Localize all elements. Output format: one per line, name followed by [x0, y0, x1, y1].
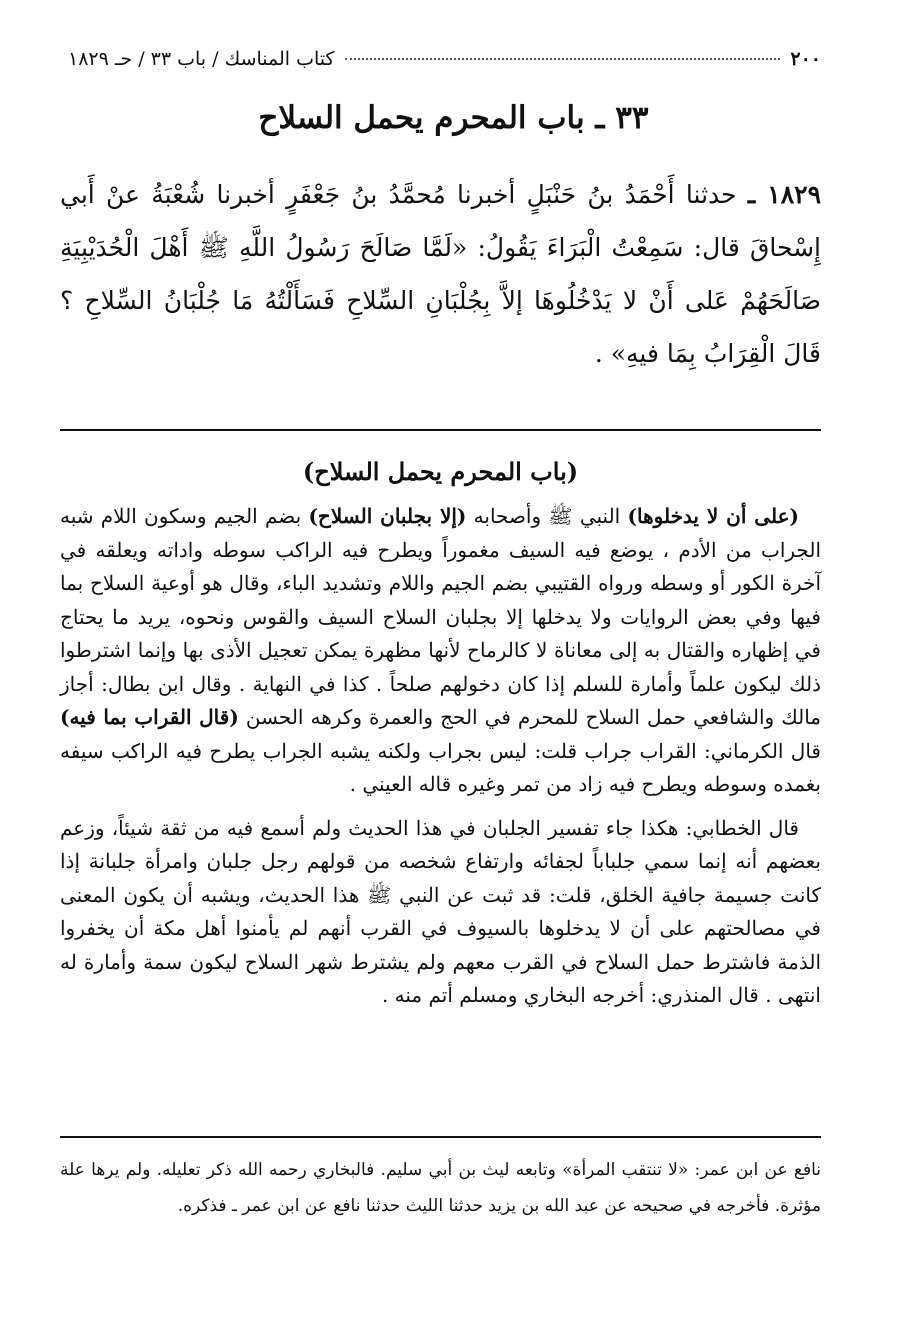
commentary-paragraph: قال الخطابي: هكذا جاء تفسير الجلبان في هذا الحديث ولم أسمع فيه من ثقة شيئاً، وزعم بعضهم أنه إنما سمي جلباباً لجفائه وارتفاع شخصه من قولهم رجل جلبان وامرأة جلبانة إذا كانت جسيمة جافية الخلق، قلت: قد ثبت عن النبي ﷺ هذا الحديث، ويشبه أن يكون المعنى في مصالحتهم على أن لا يدخلوها بالسيوف في القرب أنهم لم يأمنوا أهل مكة أن يخفروا الذمة فاشترط حمل السلاح في القرب معهم ولم يشترط شهر السلاح ليكون سمة وأمارة له انتهى . قال المنذري: أخرجه البخاري ومسلم أتم منه .	[60, 815, 821, 1007]
quoted-phrase: (إلا بجلبان السلاح)	[308, 504, 467, 528]
footnote-divider	[60, 1136, 821, 1138]
header-dot-leader	[345, 58, 781, 60]
hadith-number: ١٨٢٩ ـ	[747, 180, 822, 209]
commentary-body	[60, 500, 821, 1013]
commentary-text: بضم الجيم وسكون اللام شبه الجراب من الأدم ، يوضع فيه السيف مغموراً ويطرح فيه الراكب سوطه واداته ويعلقه في آخرة الكور أو وسطه ورواه القتيبي بضم الجيم واللام وتشديد الباء، وقال هو أوعية السلاح بما فيها وفي بعض الروايات ولا يدخلها إلا بجلبان السلاح السيف والقوس ونحوه، يريد ما يحتاج في إظهاره والقتال به إلى معاناة لا كالرماح لأنها مظهرة يمكن تعجيل الأذى بها وإنما اشترطوا ذلك ليكون علماً وأمارة للسلم إذا كان دخولهم صلحاً . كذا في النهاية . وقال ابن بطال: أجاز مالك والشافعي حمل السلاح للمحرم في الحج والعمرة وكرهه الحسن	[60, 504, 822, 729]
section-divider	[60, 429, 821, 431]
quoted-phrase: (قال القراب بما فيه)	[60, 705, 239, 729]
commentary-paragraph	[60, 500, 821, 802]
commentary-text: النبي ﷺ وأصحابه	[466, 504, 628, 528]
hadith-text	[60, 168, 821, 380]
hadith-body: حدثنا أَحْمَدُ بنُ حَنْبَلٍ أخبرنا مُحمَّدُ بنُ جَعْفَرٍ أخبرنا شُعْبَةُ عنْ أَبي إِسْحاقَ قال: سَمِعْتُ الْبَرَاءَ يَقُولُ: «لَمَّا صَالَحَ رَسُولُ اللَّهِ ﷺ أَهْلَ الْحُدَيْبِيَةِ صَالَحَهُمْ عَلى أَنْ لا يَدْخُلُوهَا إلاَّ بِجُلْبَانِ السِّلاحِ فَسَأَلْتُهُ مَا جُلْبَانُ السِّلاحِ ؟ قَالَ الْقِرَابُ بِمَا فيهِ» .	[60, 180, 821, 368]
quoted-phrase: (على أن لا يدخلوها)	[627, 504, 799, 528]
page-number: ٢٠٠	[790, 48, 821, 70]
book-chapter-reference: كتاب المناسك / باب ٣٣ / حـ ١٨٢٩	[68, 48, 335, 70]
commentary-title: (باب المحرم يحمل السلاح)	[302, 457, 579, 486]
running-header	[68, 48, 821, 78]
commentary-text: قال الكرماني: القراب جراب قلت: ليس بجراب ولكنه يشبه الجراب يطرح فيه الراكب سيفه بغمده وسوطه ويطرح فيه زاد من تمر وغيره قاله العيني .	[60, 738, 821, 796]
chapter-title: ٣٣ ـ باب المحرم يحمل السلاح	[258, 100, 649, 136]
footnote: نافع عن ابن عمر: «لا تنتقب المرأة» وتابعه ليث بن أبي سليم. فالبخاري رحمه الله ذكر تعليله. ولم يرها علة مؤثرة. فأخرجه في صحيحه عن عبد الله بن يزيد حدثنا الليث حدثنا نافع عن ابن عمر ـ فذكره.	[60, 1160, 821, 1216]
